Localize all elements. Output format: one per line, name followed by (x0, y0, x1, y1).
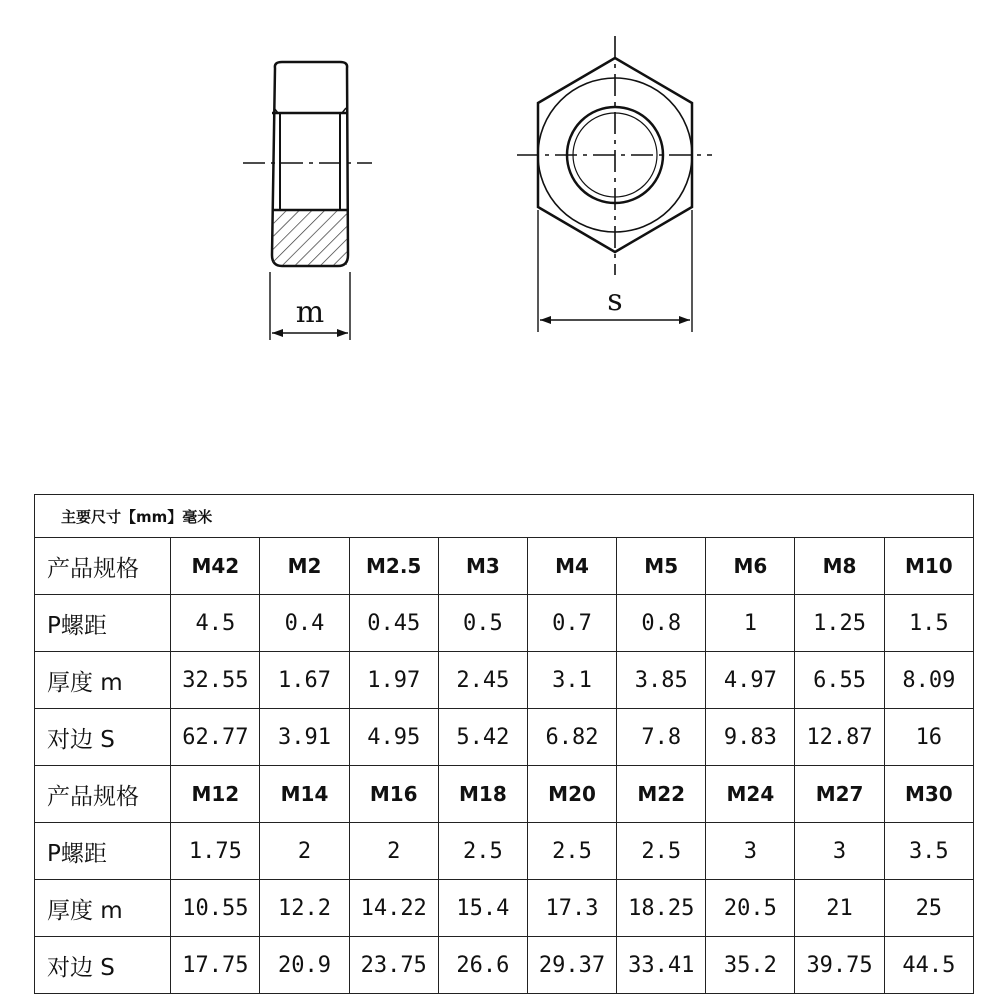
table-cell: 0.45 (349, 595, 438, 652)
table-title: 主要尺寸【mm】毫米 (35, 495, 974, 538)
table-cell: 12.87 (795, 709, 884, 766)
dimension-table (34, 494, 974, 994)
row-label: 厚度 m (35, 880, 171, 937)
table-cell: 2.45 (438, 652, 527, 709)
table-cell: 1.25 (795, 595, 884, 652)
table-cell: 3.5 (884, 823, 973, 880)
row-label: 对边 S (35, 937, 171, 994)
size-row (35, 766, 974, 823)
table-cell: M42 (171, 538, 260, 595)
table-cell: 20.9 (260, 937, 349, 994)
table-cell: 33.41 (617, 937, 706, 994)
table-cell: 26.6 (438, 937, 527, 994)
table-cell: 2.5 (527, 823, 616, 880)
table-title-row (35, 495, 974, 538)
pitch-row (35, 823, 974, 880)
table-cell: 2 (349, 823, 438, 880)
table-cell: 3.91 (260, 709, 349, 766)
size-row (35, 538, 974, 595)
table-cell: 0.4 (260, 595, 349, 652)
table-cell: M6 (706, 538, 795, 595)
table-cell: 17.75 (171, 937, 260, 994)
table-cell: M27 (795, 766, 884, 823)
table-cell: 0.8 (617, 595, 706, 652)
table-cell: 1 (706, 595, 795, 652)
front-view-dimension-label: s (607, 283, 623, 318)
table-cell: 3.85 (617, 652, 706, 709)
table-cell: 3.1 (527, 652, 616, 709)
table-cell: 25 (884, 880, 973, 937)
table-cell: 21 (795, 880, 884, 937)
table-cell: 5.42 (438, 709, 527, 766)
table-cell: M3 (438, 538, 527, 595)
table-cell: M20 (527, 766, 616, 823)
table-cell: 15.4 (438, 880, 527, 937)
table-cell: M10 (884, 538, 973, 595)
table-cell: 32.55 (171, 652, 260, 709)
table-cell: M8 (795, 538, 884, 595)
table-cell: M24 (706, 766, 795, 823)
table-cell: 12.2 (260, 880, 349, 937)
across-flats-row (35, 709, 974, 766)
table-cell: 39.75 (795, 937, 884, 994)
table-cell: 0.7 (527, 595, 616, 652)
row-label: 产品规格 (35, 766, 171, 823)
table-cell: M18 (438, 766, 527, 823)
row-label: P螺距 (35, 595, 171, 652)
table-cell: 16 (884, 709, 973, 766)
thickness-row (35, 880, 974, 937)
row-label: 厚度 m (35, 652, 171, 709)
table-cell: 9.83 (706, 709, 795, 766)
hex-nut-drawing (0, 0, 1000, 420)
table-cell: M14 (260, 766, 349, 823)
table-cell: 0.5 (438, 595, 527, 652)
table-cell: M16 (349, 766, 438, 823)
thickness-row (35, 652, 974, 709)
table-cell: 35.2 (706, 937, 795, 994)
table-cell: 8.09 (884, 652, 973, 709)
pitch-row (35, 595, 974, 652)
table-cell: 18.25 (617, 880, 706, 937)
table-cell: 1.67 (260, 652, 349, 709)
table-cell: 4.95 (349, 709, 438, 766)
row-label: 产品规格 (35, 538, 171, 595)
table-cell: 62.77 (171, 709, 260, 766)
table-cell: M30 (884, 766, 973, 823)
table-cell: 17.3 (527, 880, 616, 937)
table-cell: 29.37 (527, 937, 616, 994)
table-cell: 23.75 (349, 937, 438, 994)
table-cell: 2 (260, 823, 349, 880)
table-cell: 6.82 (527, 709, 616, 766)
across-flats-row (35, 937, 974, 994)
table-cell: M12 (171, 766, 260, 823)
table-cell: 1.97 (349, 652, 438, 709)
table-cell: M22 (617, 766, 706, 823)
table-cell: 14.22 (349, 880, 438, 937)
table-cell: 4.97 (706, 652, 795, 709)
table-cell: 44.5 (884, 937, 973, 994)
table-cell: M4 (527, 538, 616, 595)
table-cell: 7.8 (617, 709, 706, 766)
table-cell: 1.75 (171, 823, 260, 880)
table-cell: M5 (617, 538, 706, 595)
table-cell: 2.5 (617, 823, 706, 880)
table-cell: 3 (795, 823, 884, 880)
table-cell: 2.5 (438, 823, 527, 880)
table-cell: 4.5 (171, 595, 260, 652)
row-label: 对边 S (35, 709, 171, 766)
table-cell: 3 (706, 823, 795, 880)
table-cell: M2.5 (349, 538, 438, 595)
table-cell: 20.5 (706, 880, 795, 937)
table-cell: 6.55 (795, 652, 884, 709)
row-label: P螺距 (35, 823, 171, 880)
table-cell: M2 (260, 538, 349, 595)
side-view-dimension-label: m (295, 295, 325, 330)
table-cell: 1.5 (884, 595, 973, 652)
table-cell: 10.55 (171, 880, 260, 937)
